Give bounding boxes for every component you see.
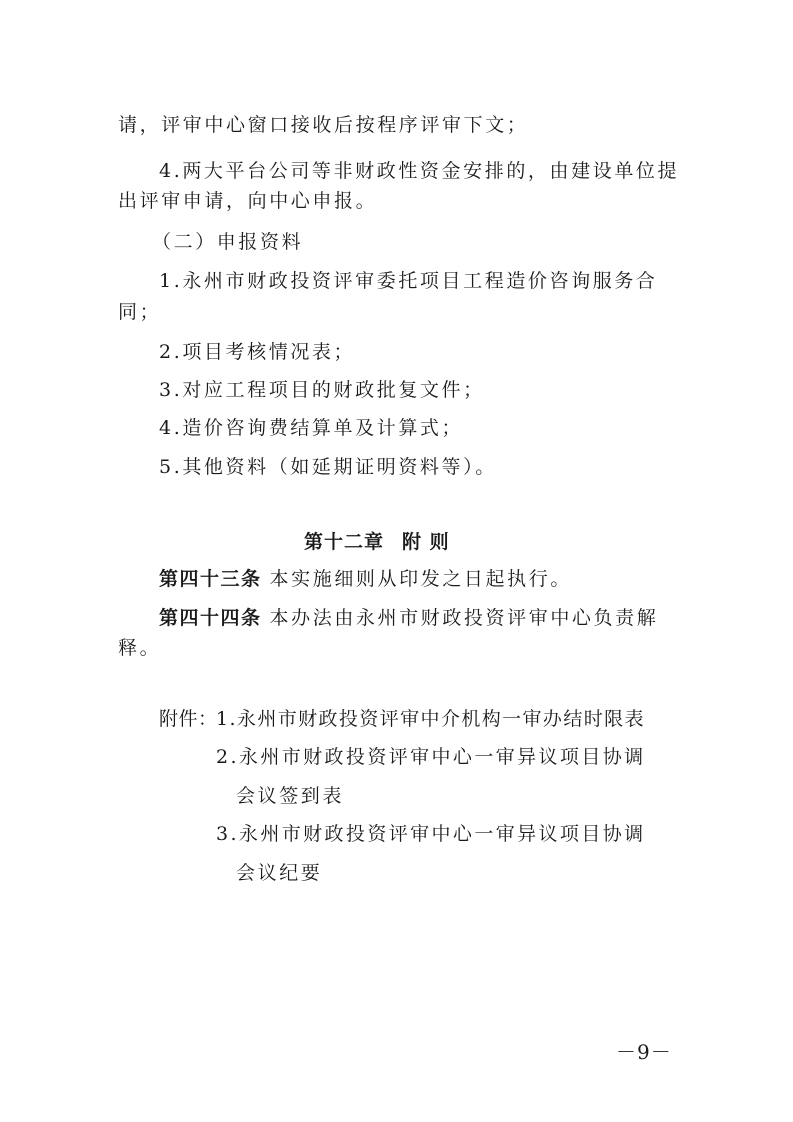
text-line: 2.项目考核情况表； [159,341,356,363]
attachment-item-cont: 会议纪要 [236,862,323,884]
article-44 [159,606,658,630]
attachment-item: 3.永州市财政投资评审中心一审异议项目协调 [216,823,646,845]
page-number: －9－ [616,1040,672,1064]
text-line: 4.造价咨询费结算单及计算式； [159,417,464,439]
text-line: 请，评审中心窗口接收后按程序评审下文； [118,114,529,136]
chapter-subtitle: 附 则 [402,531,450,553]
text-line: 出评审申请，向中心申报。 [118,190,378,212]
text-line: 4.两大平台公司等非财政性资金安排的，由建设单位提 [159,160,680,182]
article-text: 本办法由永州市财政投资评审中心负责解 [269,607,659,629]
section-heading: （二）申报资料 [152,231,304,253]
attachment-item: 1.永州市财政投资评审中介机构一审办结时限表 [216,708,645,730]
attachments-label: 附件： [159,708,218,730]
attachment-item-cont: 会议签到表 [236,785,345,807]
chapter-heading [304,530,450,554]
attachment-item: 2.永州市财政投资评审中心一审异议项目协调 [216,746,646,768]
text-line: 同； [118,301,162,323]
chapter-title: 第十二章 [304,531,385,553]
text-line: 5.其他资料（如延期证明资料等）。 [159,456,497,478]
text-line: 3.对应工程项目的财政批复文件； [159,379,485,401]
article-text: 本实施细则从印发之日起执行。 [269,568,572,590]
article-43 [159,567,572,591]
article-label: 第四十四条 [159,607,262,629]
text-line: 1.永州市财政投资评审委托项目工程造价咨询服务合 [159,270,658,292]
article-label: 第四十三条 [159,568,262,590]
text-line: 释。 [118,637,162,659]
